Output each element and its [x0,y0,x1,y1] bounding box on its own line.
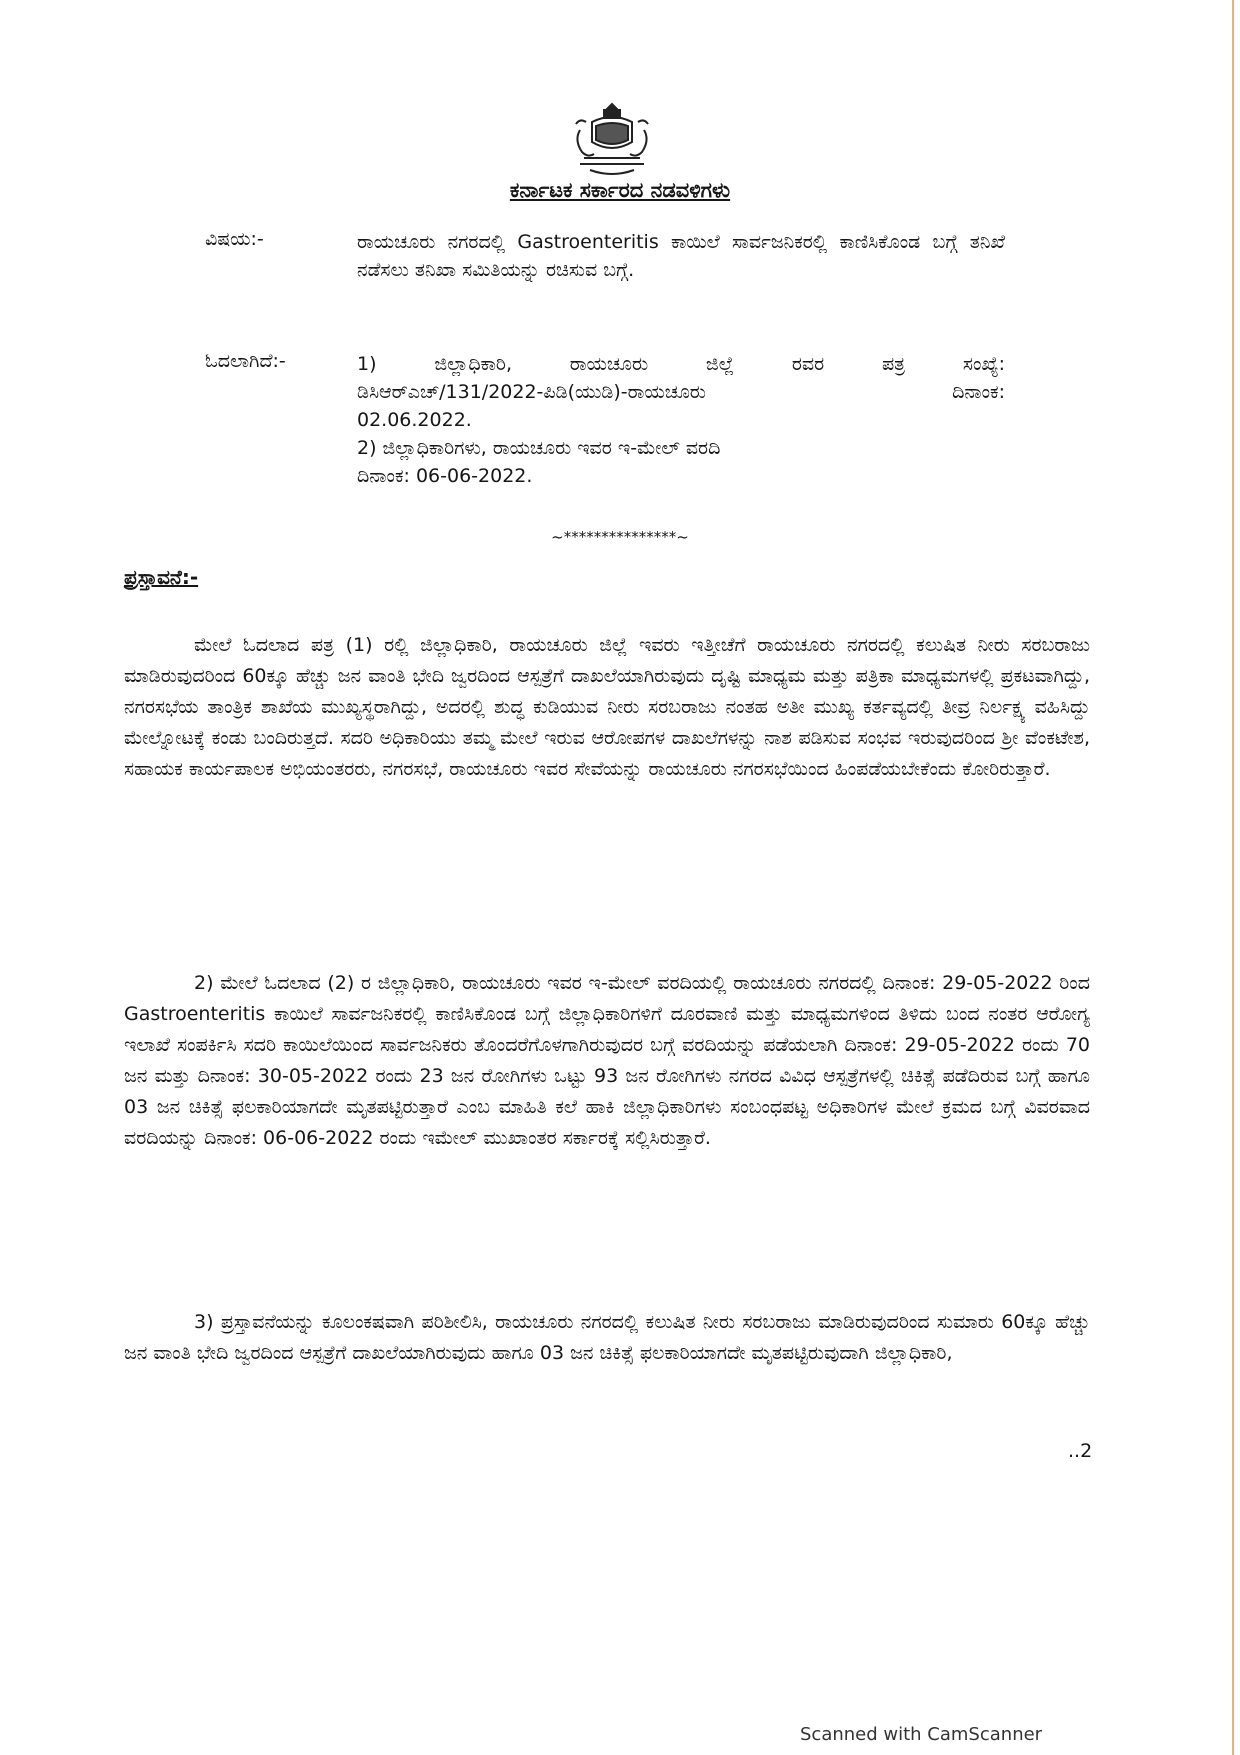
preamble-paragraph-1: ಮೇಲೆ ಓದಲಾದ ಪತ್ರ (1) ರಲ್ಲಿ ಜಿಲ್ಲಾಧಿಕಾರಿ, ರಾಯಚೂರು ಜಿಲ್ಲೆ ಇವರು ಇತ್ತೀಚೆಗೆ ರಾಯಚೂರು ನಗರದಲ್ಲಿ ಕಲುಷಿತ ನೀರು ಸರಬರಾಜು ಮಾಡಿರುವುದರಿಂದ 60ಕ್ಕೂ ಹೆಚ್ಚು ಜನ ವಾಂತಿ ಭೇದಿ ಜ್ವರದಿಂದ ಆಸ್ಪತ್ರೆಗೆ ದಾಖಲೆಯಾಗಿರುವುದು ದೃಷ್ಟಿ ಮಾಧ್ಯಮ ಮತ್ತು ಪತ್ರಿಕಾ ಮಾಧ್ಯಮಗಳಲ್ಲಿ ಪ್ರಕಟವಾಗಿದ್ದು, ನಗರಸಭೆಯ ತಾಂತ್ರಿಕ ಶಾಖೆಯ ಮುಖ್ಯಸ್ಥರಾಗಿದ್ದು, ಅದರಲ್ಲಿ ಶುದ್ಧ ಕುಡಿಯುವ ನೀರು ಸರಬರಾಜು ನಂತಹ ಅತೀ ಮುಖ್ಯ ಕರ್ತವ್ಯದಲ್ಲಿ ತೀವ್ರ ನಿರ್ಲಕ್ಷ್ಯ ವಹಿಸಿದ್ದು ಮೇಲ್ನೋಟಕ್ಕೆ ಕಂಡು ಬಂದಿರುತ್ತದೆ. ಸದರಿ ಅಧಿಕಾರಿಯು ತಮ್ಮ ಮೇಲೆ ಇರುವ ಆರೋಪಗಳ ದಾಖಲೆಗಳನ್ನು ನಾಶ ಪಡಿಸುವ ಸಂಭವ ಇರುವುದರಿಂದ ಶ್ರೀ ವೆಂಕಟೇಶ, ಸಹಾಯಕ ಕಾರ್ಯಪಾಲಕ ಅಭಿಯಂತರರು, ನಗರಸಭೆ, ರಾಯಚೂರು ಇವರ ಸೇವೆಯನ್ನು ರಾಯಚೂರು ನಗರಸಭೆಯಿಂದ ಹಿಂಪಡೆಯಬೇಕೆಂದು ಕೋರಿರುತ್ತಾರೆ. [124,634,1090,780]
document-heading: ಕರ್ನಾಟಕ ಸರ್ಕಾರದ ನಡವಳಿಗಳು [509,178,731,202]
reference-2-line-2: ದಿನಾಂಕ: 06-06-2022. [357,465,533,487]
scanner-watermark: Scanned with CamScanner [800,1724,1043,1745]
reference-2-line-1: 2) ಜಿಲ್ಲಾಧಿಕಾರಿಗಳು, ರಾಯಚೂರು ಇವರ ಇ-ಮೇಲ್ ವರದಿ [357,437,721,459]
separator: ~***************~ [551,528,689,546]
reference-1-number: ಡಿಸಿಆರ್‌ಎಚ್/131/2022-ಪಿಡಿ(ಯುಡಿ)-ರಾಯಚೂರು [357,381,706,403]
reference-1-line-2 [357,378,1005,406]
subject-text: ರಾಯಚೂರು ನಗರದಲ್ಲಿ Gastroenteritis ಕಾಯಿಲೆ ಸಾರ್ವಜನಿಕರಲ್ಲಿ ಕಾಣಿಸಿಕೊಂಡ ಬಗ್ಗೆ ತನಿಖೆ ನಡೆಸಲು ತನಿಖಾ ಸಮಿತಿಯನ್ನು ರಚಿಸುವ ಬಗ್ಗೆ. [357,231,1005,281]
preamble-paragraph-2: 2) ಮೇಲೆ ಓದಲಾದ (2) ರ ಜಿಲ್ಲಾಧಿಕಾರಿ, ರಾಯಚೂರು ಇವರ ಇ-ಮೇಲ್ ವರದಿಯಲ್ಲಿ ರಾಯಚೂರು ನಗರದಲ್ಲಿ ದಿನಾಂಕ: 29-05-2022 ರಿಂದ Gastroenteritis ಕಾಯಿಲೆ ಸಾರ್ವಜನಿಕರಲ್ಲಿ ಕಾಣಿಸಿಕೊಂಡ ಬಗ್ಗೆ ಜಿಲ್ಲಾಧಿಕಾರಿಗಳಿಗೆ ದೂರವಾಣಿ ಮತ್ತು ಮಾಧ್ಯಮಗಳಿಂದ ತಿಳಿದು ಬಂದ ನಂತರ ಆರೋಗ್ಯ ಇಲಾಖೆ ಸಂಪರ್ಕಿಸಿ ಸದರಿ ಕಾಯಿಲೆಯಿಂದ ಸಾರ್ವಜನಿಕರು ತೊಂದರೆಗೊಳಗಾಗಿರುವುದರ ಬಗ್ಗೆ ವರದಿಯನ್ನು ಪಡೆಯಲಾಗಿ ದಿನಾಂಕ: 29-05-2022 ರಂದು 70 ಜನ ಮತ್ತು ದಿನಾಂಕ: 30-05-2022 ರಂದು 23 ಜನ ರೋಗಿಗಳು ಒಟ್ಟು 93 ಜನ ರೋಗಿಗಳು ನಗರದ ವಿವಿಧ ಆಸ್ಪತ್ರೆಗಳಲ್ಲಿ ಚಿಕಿತ್ಸೆ ಪಡೆದಿರುವ ಬಗ್ಗೆ ಹಾಗೂ 03 ಜನ ಚಿಕಿತ್ಸೆ ಫಲಕಾರಿಯಾಗದೇ ಮೃತಪಟ್ಟಿರುತ್ತಾರೆ ಎಂಬ ಮಾಹಿತಿ ಕಲೆ ಹಾಕಿ ಜಿಲ್ಲಾಧಿಕಾರಿಗಳು ಸಂಬಂಧಪಟ್ಟ ಅಧಿಕಾರಿಗಳ ಮೇಲೆ ಕ್ರಮದ ಬಗ್ಗೆ ವಿವರವಾದ ವರದಿಯನ್ನು ದಿನಾಂಕ: 06-06-2022 ರಂದು ಇಮೇಲ್ ಮುಖಾಂತರ ಸರ್ಕಾರಕ್ಕೆ ಸಲ್ಲಿಸಿರುತ್ತಾರೆ. [124,972,1090,1149]
page-continuation: ..2 [1068,1440,1093,1462]
karnataka-emblem-icon [566,100,658,180]
scan-edge-line [1232,0,1234,1755]
reference-1-date: 02.06.2022. [357,409,472,431]
preamble-paragraph-3: 3) ಪ್ರಸ್ತಾವನೆಯನ್ನು ಕೂಲಂಕಷವಾಗಿ ಪರಿಶೀಲಿಸಿ, ರಾಯಚೂರು ನಗರದಲ್ಲಿ ಕಲುಷಿತ ನೀರು ಸರಬರಾಜು ಮಾಡಿರುವುದರಿಂದ ಸುಮಾರು 60ಕ್ಕೂ ಹೆಚ್ಚು ಜನ ವಾಂತಿ ಭೇದಿ ಜ್ವರದಿಂದ ಆಸ್ಪತ್ರೆಗೆ ದಾಖಲೆಯಾಗಿರುವುದು ಹಾಗೂ 03 ಜನ ಚಿಕಿತ್ಸೆ ಫಲಕಾರಿಯಾಗದೇ ಮೃತಪಟ್ಟಿರುವುದಾಗಿ ಜಿಲ್ಲಾಧಿಕಾರಿ, [124,1311,1090,1364]
reference-label: ಓದಲಾಗಿದೆ:- [205,350,286,372]
preamble-title: ಪ್ರಸ್ತಾವನೆ:- [124,565,199,589]
reference-1-line-1: 1) ಜಿಲ್ಲಾಧಿಕಾರಿ, ರಾಯಚೂರು ಜಿಲ್ಲೆ ರವರ ಪತ್ರ ಸಂಖ್ಯೆ: [357,353,1005,375]
reference-list [357,350,1005,490]
reference-1-date-label: ದಿನಾಂಕ: [952,381,1005,403]
subject-label: ವಿಷಯ:- [205,228,264,250]
